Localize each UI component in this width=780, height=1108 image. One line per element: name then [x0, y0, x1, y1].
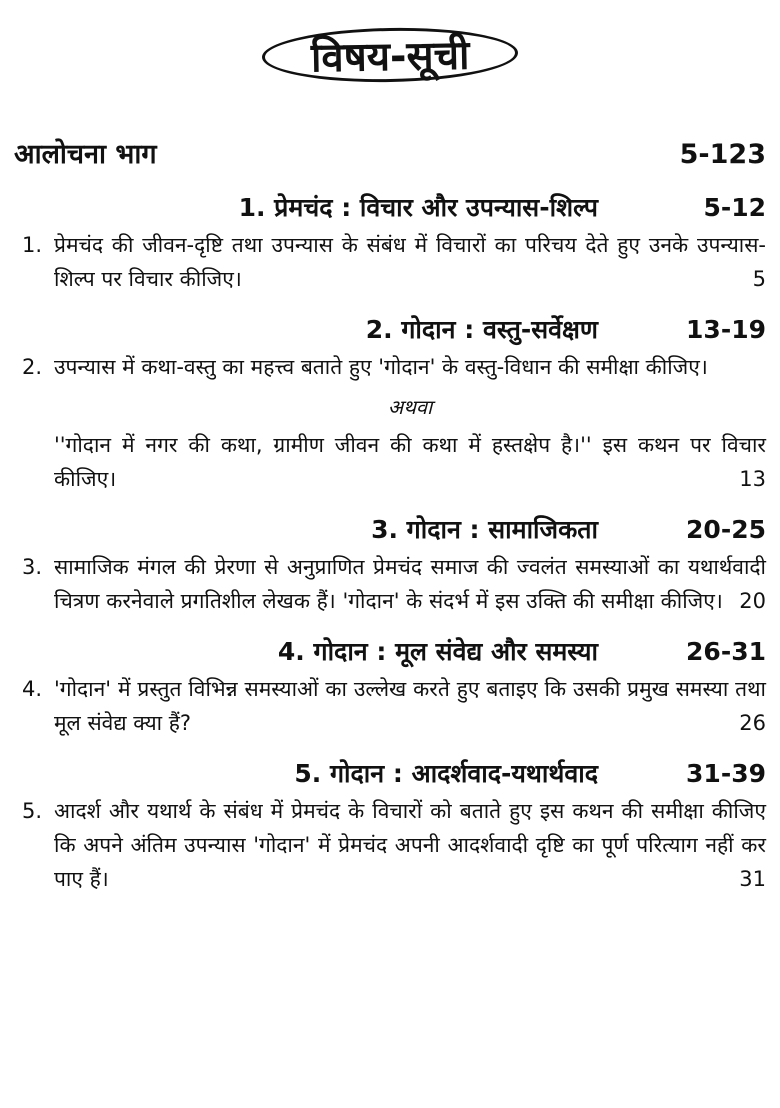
chapter-title: 2. गोदान : वस्तु-सर्वेक्षण [365, 315, 598, 344]
chapter-title: 3. गोदान : सामाजिकता [371, 515, 598, 544]
question-item [14, 350, 766, 384]
part-heading [14, 134, 766, 174]
question-item [14, 228, 766, 296]
chapter-pages: 20-25 [686, 515, 766, 544]
question-item [14, 550, 766, 618]
question-text: प्रेमचंद की जीवन-दृष्टि तथा उपन्यास के संबंध में विचारों का परिचय देते हुए उनके उपन्यास-शिल्प पर विचार कीजिए। [54, 233, 766, 291]
chapter-heading [14, 312, 766, 348]
question-number: 4. [22, 677, 43, 701]
question-page: 5 [752, 267, 766, 291]
chapter-pages: 5-12 [703, 193, 766, 222]
question-text: आदर्श और यथार्थ के संबंध में प्रेमचंद के विचारों को बताते हुए इस कथन की समीक्षा कीजिए कि अपने अंतिम उपन्यास 'गोदान' में प्रेमचंद अपनी आदर्शवादी दृष्टि का पूर्ण परित्याग नहीं कर पाए हैं। [54, 799, 766, 891]
chapter-title: 4. गोदान : मूल संवेद्य और समस्या [277, 637, 598, 666]
question-item [14, 672, 766, 740]
part-label: आलोचना भाग [14, 139, 157, 170]
chapter-heading [14, 190, 766, 226]
question-page: 31 [739, 867, 766, 891]
question-text: ''गोदान में नगर की कथा, ग्रामीण जीवन की कथा में हस्तक्षेप है।'' इस कथन पर विचार कीजिए। [54, 433, 766, 491]
question-text-block [54, 228, 766, 296]
question-text-block [54, 672, 766, 740]
question-number: 5. [22, 799, 43, 823]
question-text-block [54, 428, 766, 496]
question-text: सामाजिक मंगल की प्रेरणा से अनुप्राणित प्रेमचंद समाज की ज्वलंत समस्याओं का यथार्थवादी चित्रण करनेवाले प्रगतिशील लेखक हैं। 'गोदान' के संदर्भ में इस उक्ति की समीक्षा कीजिए। [54, 555, 766, 613]
chapter-title: 5. गोदान : आदर्शवाद-यथार्थवाद [294, 759, 598, 788]
title-area [14, 0, 766, 82]
chapter-pages: 31-39 [686, 759, 766, 788]
chapter-heading [14, 512, 766, 548]
question-number: 2. [22, 355, 43, 379]
question-number: 3. [22, 555, 43, 579]
question-page: 26 [739, 711, 766, 735]
question-text: उपन्यास में कथा-वस्तु का महत्त्व बताते हुए 'गोदान' के वस्तु-विधान की समीक्षा कीजिए। [54, 355, 708, 379]
chapter-title: 1. प्रेमचंद : विचार और उपन्यास-शिल्प [238, 193, 598, 222]
question-page: 20 [739, 589, 766, 613]
chapter-pages: 13-19 [686, 315, 766, 344]
question-text-block [54, 550, 766, 618]
chapter-pages: 26-31 [686, 637, 766, 666]
page-title: विषय-सूची [261, 26, 518, 84]
question-text: 'गोदान' में प्रस्तुत विभिन्न समस्याओं का उल्लेख करते हुए बताइए कि उसकी प्रमुख समस्या तथा मूल संवेद्य क्या हैं? [54, 677, 766, 735]
question-item [14, 794, 766, 896]
question-number: 1. [22, 233, 43, 257]
question-page: 13 [739, 467, 766, 491]
alternate-question [14, 428, 766, 496]
chapter-heading [14, 634, 766, 670]
part-pages: 5-123 [679, 139, 766, 170]
question-text-block [54, 350, 766, 384]
chapter-heading [14, 756, 766, 792]
or-separator: अथवा [387, 395, 433, 419]
question-text-block [54, 794, 766, 896]
